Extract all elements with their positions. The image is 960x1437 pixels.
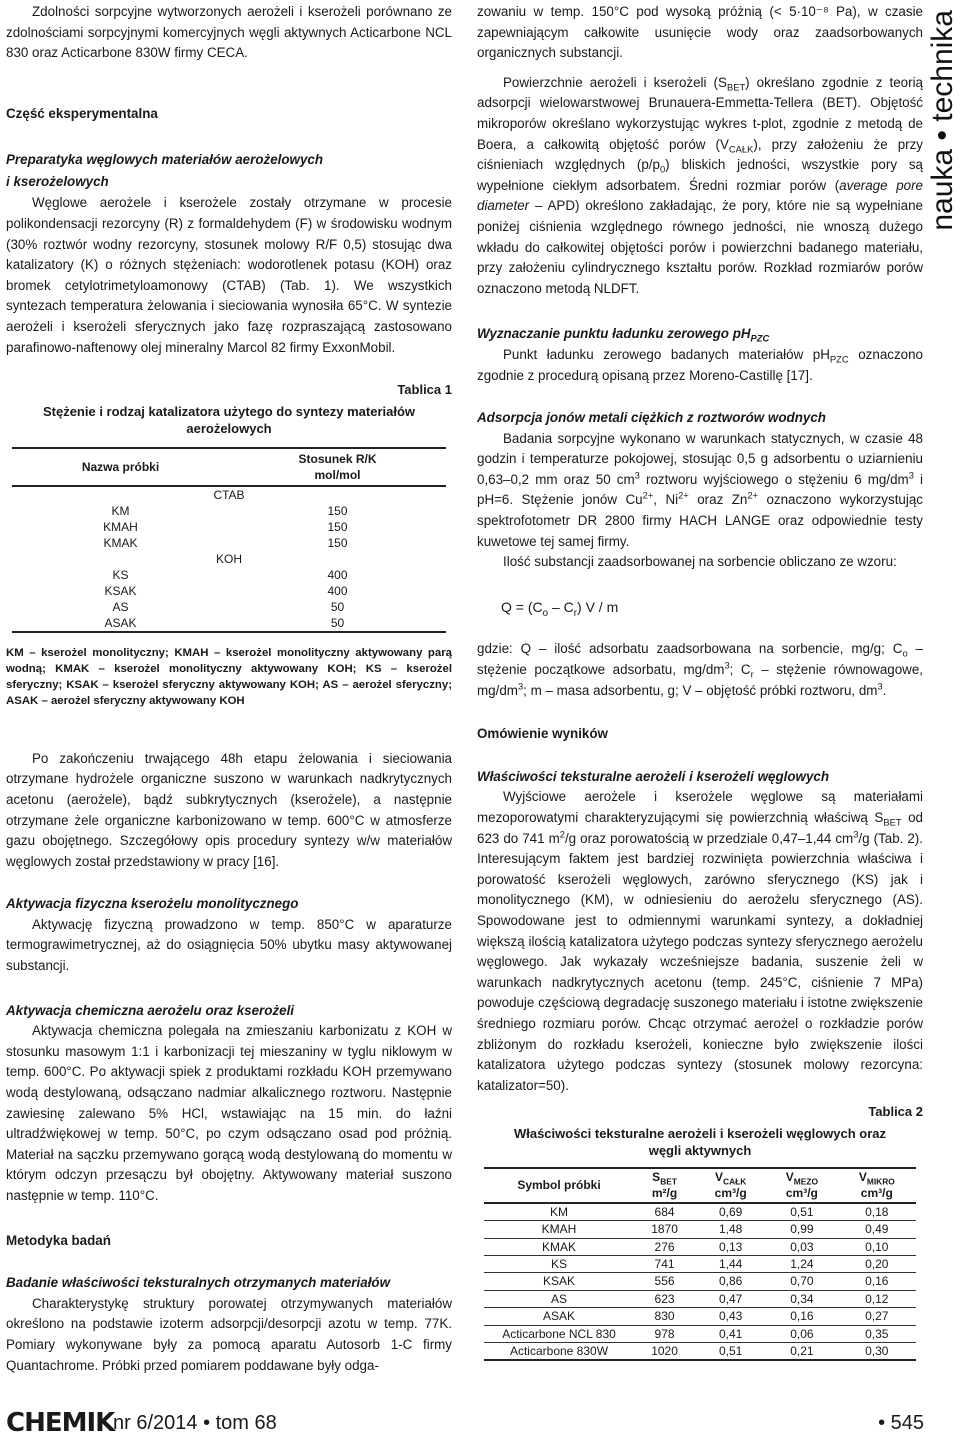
table2-cell: 1,48	[695, 1221, 766, 1238]
where-text-6: .	[882, 682, 887, 698]
where-text-4: – stężenie równowagowe, mg/dm	[477, 662, 923, 698]
issue-label: nr 6/2014 • tom 68	[113, 1412, 277, 1434]
section-heading-experimental: Część eksperymentalna	[6, 105, 158, 121]
texture-properties-paragraph	[477, 787, 923, 1096]
table2-cell: 0,35	[838, 1325, 916, 1342]
table1-cell-value: 50	[330, 599, 345, 614]
table-row	[12, 567, 446, 583]
table2-h-sbet-sub: BET	[660, 1176, 677, 1187]
where-text-2: – stężenie początkowe adsorbatu, mg/dm	[477, 641, 924, 678]
table2-cell: KMAH	[484, 1221, 634, 1238]
intro-paragraph: Zdolności sorpcyjne wytworzonych aerożeli i kserożeli porównano ze zdolnościami sorpcyjnymi komercyjnych węgli aktywnych Acticarbone NCL 830 oraz Acticarbone 830W firmy CECA.	[6, 4, 452, 61]
table2-body	[484, 1203, 916, 1361]
table2-title: Właściwości teksturalne aerożeli i kserożeli węglowych oraz węgli aktywnych	[513, 1125, 887, 1158]
table2-h-sbet: S	[652, 1169, 661, 1184]
table2-cell: 0,99	[766, 1221, 837, 1238]
table-row	[12, 519, 446, 535]
table-row	[484, 1308, 916, 1325]
table-row	[12, 583, 446, 599]
table-row	[12, 599, 446, 615]
adsorption-formula	[477, 597, 923, 618]
table1-header-ratio	[229, 448, 446, 486]
right-column	[477, 0, 923, 1361]
table2-cell: ASAK	[484, 1308, 634, 1325]
table1-cell-name: KSAK	[104, 583, 137, 598]
table2-cell: 556	[634, 1273, 695, 1290]
table2-cell: 0,34	[766, 1290, 837, 1307]
table2-cell: 0,16	[838, 1273, 916, 1290]
table1-cell-value: 400	[327, 567, 348, 582]
table2-cell: 1870	[634, 1221, 695, 1238]
table2-cell: 684	[634, 1203, 695, 1221]
subheading-pzc	[477, 324, 923, 345]
pzc-paragraph	[477, 345, 923, 386]
where-sup-2: 3	[517, 681, 524, 692]
table1-cell-value: 50	[229, 615, 446, 632]
footer	[6, 1408, 924, 1437]
ads-text-1: Badania sorpcyjne wykonano w warunkach statycznych, w czasie 48 godzin i temperaturze pokojowej, stosując 0,5 g adsorbentu o uziarnieniu 0,63–0,2 mm oraz 50 cm	[477, 430, 923, 487]
continuation-paragraph: zowaniu w temp. 150°C pod wysoką próżnią (< 5·10⁻⁸ Pa), w czasie zapewniającym całkowite usunięcie wody oraz zaadsorbowanych organicznych substancji.	[477, 4, 923, 61]
ads-sup-zn: 2+	[747, 491, 759, 501]
formula-sub-o: o	[542, 607, 549, 619]
texture-study-paragraph: Charakterystykę struktury porowatej otrzymywanych materiałów określono na podstawie izoterm adsorpcji/desorpcji azotu w temp. 77K. Pomiary wykonywane były za pomocą aparatu Autosorb 1-C firmy Quantachrome. Próbki przed pomiarem poddawane były odga-	[6, 1295, 452, 1373]
table2-h-vmezo: V	[785, 1169, 794, 1184]
bet-paragraph	[477, 73, 923, 300]
table2-cell: 623	[634, 1290, 695, 1307]
props-sup-cm3: 3	[853, 829, 859, 840]
table1-number: Tablica 1	[397, 382, 452, 398]
formula-part-a: Q = (C	[501, 598, 543, 615]
props-text-4: /g (Tab. 2). Interesującym faktem jest bardziej rozwinięta powierzchnia właściwa i porowatość kserożeli węglowych, zarówno sferycznego (KS) jak i monolitycznego (KM), w odniesieniu do aerożelu sferycznego (AS). Spowodowane jest to odmiennymi warunkami syntezy, a dokładniej większą ilością katalizatora użytego podczas syntezy sferycznego aerożelu węglowego. Jak wykazały wcześniejsze badania, suszenie żeli w warunkach nadkrytycznych acetonu (temp. 245°C, ciśnienie 7 MPa) powoduje częściową degradację suszonego materiału i istotne zwiększenie średniego rozmiaru porów. Chcąc otrzymać aerożel o rozkładzie porów zbliżonym do rozkładu kserożeli, konieczne było zwiększenie ilości katalizatora użytego podczas syntezy (stosunek molowy rezorcyna: katalizator=50).	[477, 830, 923, 1093]
table2-cell: 276	[634, 1238, 695, 1255]
subheading-pzc-text: Wyznaczanie punktu ładunku zerowego pH	[477, 326, 751, 342]
ads-text-4: , Ni	[653, 492, 679, 508]
where-sub-o: o	[902, 649, 908, 660]
table2-cell: 0,49	[838, 1221, 916, 1238]
table1-cell-name: KM	[111, 503, 130, 518]
adsorption-paragraph	[477, 429, 923, 553]
table1-header-ratio-label: Stosunek R/K	[298, 451, 377, 466]
table1-title: Stężenie i rodzaj katalizatora użytego do syntezy materiałów aerożelowych	[42, 403, 416, 436]
bet-sub: BET	[726, 82, 746, 93]
table2-cell: 830	[634, 1308, 695, 1325]
bet-text-1: Powierzchnie aerożeli i kserożeli (S	[503, 74, 727, 90]
ads-text-2: roztworu wyjściowego o stężeniu 6 mg/dm	[639, 471, 909, 487]
table2-cell: KMAK	[484, 1238, 634, 1255]
bet-italic: average pore diameter	[477, 177, 923, 214]
table1	[12, 447, 446, 633]
table2-cell: 0,21	[766, 1342, 837, 1360]
ads-text-5: oraz Zn	[688, 492, 748, 508]
formula-part-c: ) V / m	[577, 598, 619, 615]
table2-cell: KSAK	[484, 1273, 634, 1290]
ads-sup-ni: 2+	[678, 491, 689, 501]
ads-sup-cu: 2+	[642, 491, 654, 501]
table2-cell: 0,12	[838, 1290, 916, 1307]
subheading-preparation	[6, 149, 452, 193]
table2-header-vmezo	[766, 1168, 837, 1203]
table1-cell-value: 150	[327, 503, 348, 518]
table2-h-vcalk-sub: CAŁK	[723, 1176, 747, 1187]
page-number: • 545	[878, 1412, 924, 1434]
table-row	[12, 503, 446, 519]
after-table-paragraph: Po zakończeniu trwającego 48h etapu żelowania i sieciowania otrzymane hydrożele organiczne suszono w warunkach nadkrytycznych acetonu (aerożele), bądź subkrytycznych (kserożele), a następnie otrzymane żele organiczne karbonizowano w temp. 600°C w atmosferze gazu obojętnego. Szczegółowy opis procedury syntezy w/w materiałów węglowych został przedstawiony w pracy [16].	[6, 750, 452, 869]
adsorption-formula-intro: Ilość substancji zaadsorbowanej na sorbencie obliczano ze wzoru:	[503, 554, 897, 570]
table2-cell: 0,69	[695, 1203, 766, 1221]
table2-cell: 0,30	[838, 1342, 916, 1360]
table2-h-sbet-unit: m²/g	[651, 1186, 678, 1201]
left-column	[6, 0, 452, 1376]
table-row	[484, 1290, 916, 1307]
table-row	[484, 1221, 916, 1238]
props-text-3: /g oraz porowatością w przedziale 0,47–1,44 cm	[564, 830, 854, 846]
table1-cell-value: 150	[327, 535, 348, 550]
table1-section-ctab: CTAB	[213, 487, 245, 502]
ads-sup-dm3: 3	[908, 470, 914, 481]
table2-cell: 1,24	[766, 1255, 837, 1272]
table1-header-ratio-unit: mol/mol	[314, 467, 361, 482]
table-row	[12, 615, 446, 632]
formula-where-paragraph	[477, 639, 923, 701]
section-heading-methods: Metodyka badań	[6, 1232, 111, 1248]
where-text-5: ; m – masa adsorbentu, g; V – objętość próbki roztworu, dm	[523, 682, 878, 698]
formula-sub-r: r	[573, 607, 578, 619]
table2-header-sbet	[634, 1168, 695, 1203]
subheading-adsorption: Adsorpcja jonów metali ciężkich z roztworów wodnych	[477, 410, 826, 426]
table2-h-vmezo-sub: MEZO	[793, 1176, 818, 1187]
bet-sub-2: CAŁK	[728, 144, 754, 155]
journal-logo: CHEMIK	[6, 1408, 115, 1437]
table2-h-vmikro-unit: cm³/g	[860, 1186, 893, 1201]
table1-cell-name: AS	[112, 599, 129, 614]
table1-cell-name: ASAK	[12, 615, 229, 632]
table-row	[484, 1325, 916, 1342]
table2-cell: 0,70	[766, 1273, 837, 1290]
table2-header-symbol: Symbol próbki	[484, 1168, 634, 1203]
table2-cell: AS	[484, 1290, 634, 1307]
bet-text-4: ) bliskich jedności, wszystkie pory są wypełnione ciekłym adsorbatem. Średni rozmiar porów (	[477, 157, 923, 193]
table1-cell-value: 150	[327, 519, 348, 534]
props-sup-m2: 2	[559, 829, 565, 840]
where-sup-3: 3	[877, 681, 883, 692]
table2-cell: 1020	[634, 1342, 695, 1360]
table1-legend: KM – kserożel monolityczny; KMAH – kserożel monolityczny aktywowany parą wodną; KMAK – kserożel monolityczny aktywowany KOH; KS – kserożel sferyczny; KSAK – kserożel sferyczny aktywowany KOH; AS – aerożel sferyczny; ASAK – aerożel sferyczny aktywowany KOH	[6, 646, 452, 707]
table2-cell: 0,18	[838, 1203, 916, 1221]
sidebar-text: nauka • technika	[926, 10, 959, 231]
table2-cell: Acticarbone NCL 830	[484, 1325, 634, 1342]
table2-cell: 0,27	[838, 1308, 916, 1325]
bet-text-3: ), przy założeniu że przy ciśnieniach względnych (p/p	[477, 136, 923, 173]
table2-cell: 0,16	[766, 1308, 837, 1325]
table2-h-vmikro-sub: MIKRO	[866, 1176, 895, 1187]
props-text-2: od 623 do 741 m	[477, 810, 924, 846]
table-row	[484, 1255, 916, 1272]
table2-h-vmikro: V	[858, 1169, 867, 1184]
table2-cell: 0,47	[695, 1290, 766, 1307]
subheading-preparation-line1: Preparatyka węglowych materiałów aerożelowych	[6, 152, 324, 168]
bet-text-5: – APD) określono zakładając, że pory, które nie są wypełniane poniżej ciśnienia względnego równego jedności, nie wnoszą dużego wkładu do całkowitej objętości porów i powierzchni badanego materiału, przy założeniu cylindrycznego kształtu porów. Rozkład rozmiarów porów oznaczono metodą NLDFT.	[477, 198, 923, 296]
table1-cell-name: KMAH	[103, 519, 138, 534]
subheading-preparation-line2: i kserożelowych	[6, 174, 109, 190]
pzc-text-1: Punkt ładunku zerowego badanych materiałów pH	[503, 346, 830, 362]
table2-cell: 0,51	[766, 1203, 837, 1221]
table2-cell: 0,10	[838, 1238, 916, 1255]
where-text-3: ; C	[729, 662, 751, 678]
table2-cell: 978	[634, 1325, 695, 1342]
ads-text-3: i pH=6. Stężenie jonów Cu	[477, 471, 924, 508]
table2-cell: 741	[634, 1255, 695, 1272]
physical-activation-paragraph: Aktywację fizyczną prowadzono w temp. 850°C w aparaturze termograwimetrycznej, aż do osiągnięcia 50% ubytku masy aktywowanej substancji.	[6, 916, 452, 974]
table2-cell: 0,20	[838, 1255, 916, 1272]
where-sup-1: 3	[724, 660, 730, 671]
table2-cell: 0,86	[695, 1273, 766, 1290]
table2-cell: 0,03	[766, 1238, 837, 1255]
table-row	[12, 535, 446, 551]
subheading-physical-activation: Aktywacja fizyczna kserożelu monolitycznego	[6, 896, 299, 912]
ads-text-6: oznaczono wykorzystując spektrofotometr DR 2800 firmy HACH LANGE oraz odpowiednie testy kuwetowe tej samej firmy.	[477, 492, 923, 549]
pzc-sub: PZC	[829, 354, 849, 365]
table1-cell-value: 400	[327, 583, 348, 598]
sidebar-section-label	[926, 10, 960, 240]
table2-number: Tablica 2	[868, 1104, 923, 1120]
props-text-1: Wyjściowe aerożele i kserożele węglowe są materiałami mezoporowatymi charakteryzującymi się powierzchnią właściwą S	[477, 789, 923, 825]
props-sub: BET	[883, 817, 902, 828]
table2-cell: 0,06	[766, 1325, 837, 1342]
table2-h-vmezo-unit: cm³/g	[785, 1186, 818, 1201]
table-row	[484, 1273, 916, 1290]
table2-cell: Acticarbone 830W	[484, 1342, 634, 1360]
subheading-pzc-sub: PZC	[750, 333, 770, 344]
table1-cell-name: KS	[112, 567, 129, 582]
table1-cell-name: KMAK	[103, 535, 138, 550]
table2	[484, 1167, 916, 1361]
bet-text-2: ) określano zgodnie z teorią adsorpcji wielowarstwowej Brunauera-Emmetta-Tellera (BET). Objętość mikroporów określano wykorzystując wykres t-plot, zgodnie z metodą de Boera, a całkowitą objętość porów (V	[477, 74, 923, 152]
table2-cell: 0,41	[695, 1325, 766, 1342]
table-row	[484, 1203, 916, 1221]
table2-cell: KM	[484, 1203, 634, 1221]
table2-cell: KS	[484, 1255, 634, 1272]
table2-h-vcalk: V	[715, 1169, 724, 1184]
bet-sub-3: 0	[659, 164, 666, 175]
table1-header-name: Nazwa próbki	[12, 448, 229, 486]
ads-sup-cm3: 3	[634, 470, 640, 481]
subheading-chemical-activation: Aktywacja chemiczna aerożelu oraz kserożeli	[6, 1002, 295, 1018]
table1-section-koh: KOH	[215, 551, 242, 566]
table2-h-vcalk-unit: cm³/g	[714, 1186, 747, 1201]
table-row	[484, 1342, 916, 1360]
table2-cell: 0,13	[695, 1238, 766, 1255]
table2-header-vmikro	[838, 1168, 916, 1203]
chemical-activation-paragraph: Aktywacja chemiczna polegała na zmieszaniu karbonizatu z KOH w stosunku masowym 1:1 i karbonizacji tej mieszaniny w tyglu niklowym w temp. 600°C. Po aktywacji spiek z produktami rozkładu KOH przemywano wodą destylowaną, odsączano nadmiar alkalicznego roztworu. Następnie zawiesinę zalewano 5% HCl, wstawiając na 15 min. do łaźni ultradźwiękowej w temp. 50°C, po czym odsączano osad pod próżnią. Materiał na sączku przemywano gorącą wodą destylowaną do momentu w którym odczyn przesączu był obojętny. Aktywowany materiał suszono następnie w temp. 110°C.	[6, 1023, 452, 1203]
preparation-paragraph: Węglowe aerożele i kserożele zostały otrzymane w procesie polikondensacji rezorcyny (R) z formaldehydem (F) w środowisku wodnym (30% roztwór wodny rezorcyny, stosunek molowy R/F 0,5) stosując dwa katalizatory (K) o różnych stężeniach: wodorotlenek potasu (KOH) oraz bromek cetylotrimetyloamonowy (CTAB) (Tab. 1). We wszystkich syntezach temperatura żelowania i sieciowania wynosiła 65°C. W syntezie aerożeli i kserożeli sferycznych jako fazę rozpraszającą zastosowano parafinowo-naftenowy olej mineralny Marcol 82 firmy ExxonMobil.	[6, 195, 452, 355]
where-sub-r: r	[750, 669, 754, 680]
table2-cell: 1,44	[695, 1255, 766, 1272]
where-text-1: gdzie: Q – ilość adsorbatu zaadsorbowana na sorbencie, mg/g; C	[477, 641, 903, 657]
table2-cell: 0,51	[695, 1342, 766, 1360]
section-heading-results: Omówienie wyników	[477, 726, 608, 742]
table-row	[484, 1238, 916, 1255]
pzc-text-2: oznaczono zgodnie z procedurą opisaną przez Moreno-Castillę [17].	[477, 346, 923, 383]
subheading-texture-properties: Właściwości teksturalne aerożeli i kserożeli węglowych	[477, 768, 830, 784]
formula-part-b: – C	[548, 598, 574, 615]
table2-cell: 0,43	[695, 1308, 766, 1325]
table2-header-vcalk	[695, 1168, 766, 1203]
subheading-texture-study: Badanie właściwości teksturalnych otrzymanych materiałów	[6, 1275, 391, 1291]
